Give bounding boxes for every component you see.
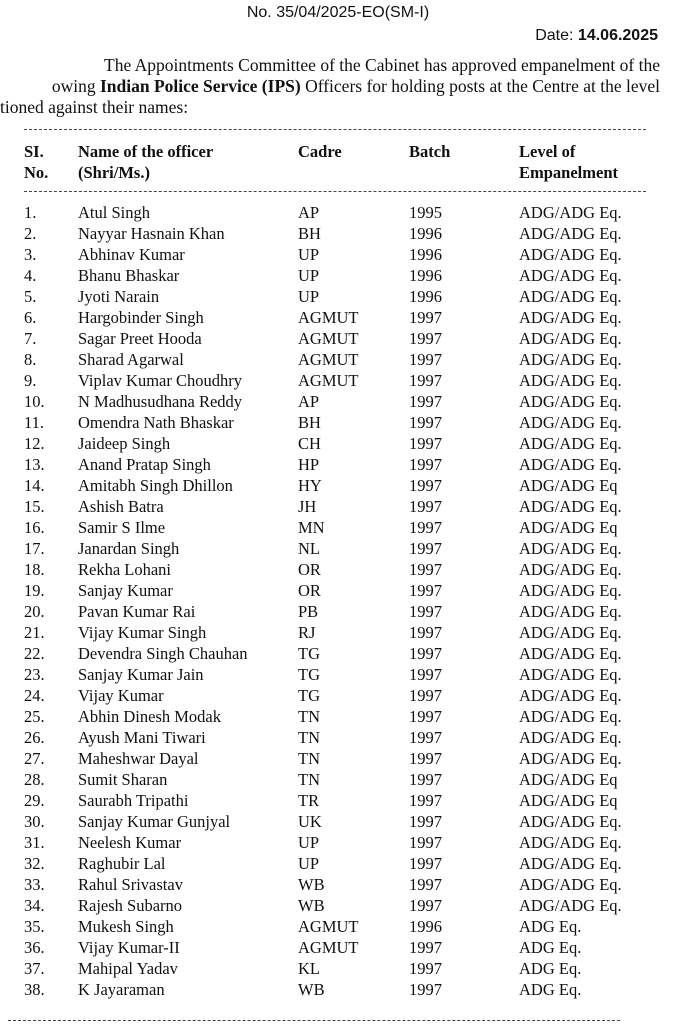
cell-sl: 20.	[24, 602, 45, 621]
cell-sl: 5.	[24, 287, 37, 306]
cell-cadre: TN	[298, 770, 320, 789]
cell-sl: 19.	[24, 581, 45, 600]
cell-cadre: AGMUT	[298, 329, 359, 348]
cell-name: Sanjay Kumar Gunjyal	[78, 812, 231, 831]
cell-name: Maheshwar Dayal	[78, 749, 199, 768]
cell-name: Neelesh Kumar	[78, 833, 182, 852]
cell-level: ADG/ADG Eq.	[519, 560, 622, 579]
cell-sl: 28.	[24, 770, 45, 789]
cell-level: ADG/ADG Eq.	[519, 287, 622, 306]
cell-level: ADG/ADG Eq.	[519, 371, 622, 390]
cell-sl: 31.	[24, 833, 45, 852]
cell-cadre: OR	[298, 560, 321, 579]
cell-level: ADG/ADG Eq	[519, 770, 618, 789]
cell-name: Viplav Kumar Choudhry	[78, 371, 242, 390]
table-row	[0, 622, 676, 643]
cell-batch: 1997	[409, 791, 442, 810]
cell-batch: 1997	[409, 539, 442, 558]
cell-name: Jyoti Narain	[78, 287, 160, 306]
cell-batch: 1997	[409, 497, 442, 516]
cell-name: Sanjay Kumar Jain	[78, 665, 204, 684]
cell-cadre: UP	[298, 266, 320, 285]
table-row	[0, 958, 676, 979]
intro-line-2	[0, 76, 660, 97]
cell-sl: 33.	[24, 875, 45, 894]
cell-batch: 1997	[409, 413, 442, 432]
cell-level: ADG/ADG Eq.	[519, 896, 622, 915]
cell-cadre: NL	[298, 539, 320, 558]
cell-sl: 26.	[24, 728, 45, 747]
cell-sl: 35.	[24, 917, 45, 936]
intro-paragraph	[0, 55, 660, 118]
table-row	[0, 475, 676, 496]
table-row	[0, 769, 676, 790]
table-top-divider	[24, 129, 646, 130]
cell-sl: 6.	[24, 308, 37, 327]
table-row	[0, 853, 676, 874]
cell-level: ADG/ADG Eq.	[519, 581, 622, 600]
cell-sl: 9.	[24, 371, 37, 390]
cell-level: ADG Eq.	[519, 959, 582, 978]
cell-batch: 1997	[409, 938, 442, 957]
table-row	[0, 307, 676, 328]
cell-name: Mukesh Singh	[78, 917, 174, 936]
cell-batch: 1997	[409, 581, 442, 600]
cell-cadre: TN	[298, 707, 320, 726]
cell-level: ADG/ADG Eq.	[519, 602, 622, 621]
cell-batch: 1995	[409, 203, 442, 222]
table-row	[0, 370, 676, 391]
cell-level: ADG/ADG Eq.	[519, 413, 622, 432]
cell-cadre: PB	[298, 602, 319, 621]
cell-sl: 3.	[24, 245, 37, 264]
cell-batch: 1997	[409, 644, 442, 663]
cell-cadre: MN	[298, 518, 325, 537]
cell-batch: 1997	[409, 665, 442, 684]
cell-level: ADG/ADG Eq.	[519, 812, 622, 831]
intro-line-2-bold: Indian Police Service (IPS)	[99, 76, 301, 96]
cell-batch: 1996	[409, 245, 442, 264]
cell-cadre: KL	[298, 959, 320, 978]
cell-sl: 34.	[24, 896, 45, 915]
cell-level: ADG/ADG Eq.	[519, 623, 622, 642]
header-sl-line1: SI.	[24, 142, 44, 161]
cell-cadre: TG	[298, 665, 320, 684]
cell-batch: 1997	[409, 434, 442, 453]
cell-sl: 38.	[24, 980, 45, 999]
cell-cadre: JH	[298, 497, 317, 516]
cell-cadre: BH	[298, 413, 321, 432]
cell-sl: 29.	[24, 791, 45, 810]
cell-name: Samir S Ilme	[78, 518, 166, 537]
header-batch: Batch	[409, 142, 451, 161]
table-row	[0, 412, 676, 433]
cell-batch: 1997	[409, 854, 442, 873]
cell-name: Rekha Lohani	[78, 560, 172, 579]
cell-level: ADG/ADG Eq.	[519, 497, 622, 516]
cell-cadre: AGMUT	[298, 938, 359, 957]
table-row	[0, 244, 676, 265]
cell-level: ADG/ADG Eq.	[519, 308, 622, 327]
table-row	[0, 979, 676, 1000]
cell-batch: 1996	[409, 266, 442, 285]
cell-sl: 2.	[24, 224, 37, 243]
cell-cadre: OR	[298, 581, 321, 600]
table-row	[0, 748, 676, 769]
intro-line-2-post: Officers for holding posts at the Centre at the level	[300, 76, 660, 96]
cell-level: ADG/ADG Eq.	[519, 833, 622, 852]
header-name-line1: Name of the officer	[78, 142, 214, 161]
cell-batch: 1997	[409, 749, 442, 768]
cell-name: Atul Singh	[78, 203, 150, 222]
cell-sl: 22.	[24, 644, 45, 663]
cell-level: ADG/ADG Eq.	[519, 203, 622, 222]
table-row	[0, 433, 676, 454]
table-row	[0, 223, 676, 244]
cell-sl: 37.	[24, 959, 45, 978]
cell-level: ADG/ADG Eq	[519, 476, 618, 495]
cell-name: Ayush Mani Tiwari	[78, 728, 206, 747]
cell-batch: 1997	[409, 980, 442, 999]
header-sl	[24, 141, 48, 183]
cell-cadre: WB	[298, 896, 325, 915]
cell-level: ADG/ADG Eq.	[519, 434, 622, 453]
reference-number: No. 35/04/2025-EO(SM-I)	[246, 4, 430, 21]
cell-cadre: HP	[298, 455, 320, 474]
cell-name: Sanjay Kumar	[78, 581, 173, 600]
cell-level: ADG/ADG Eq.	[519, 392, 622, 411]
cell-batch: 1997	[409, 350, 442, 369]
cell-batch: 1997	[409, 959, 442, 978]
cell-sl: 21.	[24, 623, 45, 642]
table-row	[0, 496, 676, 517]
cell-name: Vijay Kumar Singh	[78, 623, 207, 642]
cell-level: ADG Eq.	[519, 980, 582, 999]
cell-cadre: UK	[298, 812, 322, 831]
cell-level: ADG/ADG Eq.	[519, 245, 622, 264]
cell-sl: 25.	[24, 707, 45, 726]
cell-cadre: AGMUT	[298, 371, 359, 390]
table-row	[0, 517, 676, 538]
table-row	[0, 328, 676, 349]
cell-name: Pavan Kumar Rai	[78, 602, 196, 621]
cell-cadre: TN	[298, 749, 320, 768]
cell-name: Sharad Agarwal	[78, 350, 184, 369]
cell-level: ADG/ADG Eq.	[519, 329, 622, 348]
cell-cadre: UP	[298, 287, 320, 306]
cell-sl: 1.	[24, 203, 37, 222]
cell-name: Omendra Nath Bhaskar	[78, 413, 234, 432]
table-body	[0, 202, 676, 1000]
cell-cadre: AGMUT	[298, 917, 359, 936]
cell-batch: 1996	[409, 224, 442, 243]
table-row	[0, 580, 676, 601]
header-name-line2: (Shri/Ms.)	[78, 163, 150, 182]
cell-batch: 1997	[409, 560, 442, 579]
table-row	[0, 832, 676, 853]
cell-level: ADG Eq.	[519, 938, 582, 957]
cell-batch: 1997	[409, 518, 442, 537]
cell-batch: 1997	[409, 812, 442, 831]
cell-sl: 8.	[24, 350, 37, 369]
cell-name: Abhin Dinesh Modak	[78, 707, 221, 726]
cell-sl: 23.	[24, 665, 45, 684]
document-date	[535, 27, 658, 45]
intro-line-3: tioned against their names:	[0, 97, 189, 117]
table-bottom-divider	[8, 1020, 620, 1021]
cell-cadre: TN	[298, 728, 320, 747]
cell-sl: 11.	[24, 413, 45, 432]
table-row	[0, 643, 676, 664]
cell-name: Amitabh Singh Dhillon	[78, 476, 233, 495]
cell-level: ADG/ADG Eq.	[519, 686, 622, 705]
cell-name: Janardan Singh	[78, 539, 180, 558]
cell-cadre: BH	[298, 224, 321, 243]
table-row	[0, 685, 676, 706]
cell-batch: 1996	[409, 287, 442, 306]
cell-level: ADG/ADG Eq.	[519, 350, 622, 369]
cell-level: ADG/ADG Eq	[519, 518, 618, 537]
table-header-divider	[24, 191, 646, 192]
cell-sl: 4.	[24, 266, 37, 285]
cell-level: ADG/ADG Eq.	[519, 749, 622, 768]
cell-sl: 13.	[24, 455, 45, 474]
cell-sl: 32.	[24, 854, 45, 873]
cell-level: ADG/ADG Eq	[519, 791, 618, 810]
cell-level: ADG/ADG Eq.	[519, 665, 622, 684]
cell-sl: 14.	[24, 476, 45, 495]
cell-batch: 1997	[409, 476, 442, 495]
cell-level: ADG/ADG Eq.	[519, 854, 622, 873]
header-name	[78, 141, 213, 183]
cell-cadre: TG	[298, 644, 320, 663]
cell-cadre: UP	[298, 245, 320, 264]
cell-sl: 17.	[24, 539, 45, 558]
cell-name: Nayyar Hasnain Khan	[78, 224, 225, 243]
cell-sl: 12.	[24, 434, 45, 453]
cell-cadre: AGMUT	[298, 350, 359, 369]
header-level	[519, 141, 618, 183]
cell-batch: 1997	[409, 833, 442, 852]
cell-name: Ashish Batra	[78, 497, 164, 516]
table-row	[0, 349, 676, 370]
cell-name: Rajesh Subarno	[78, 896, 183, 915]
cell-sl: 18.	[24, 560, 45, 579]
cell-cadre: WB	[298, 875, 325, 894]
table-row	[0, 664, 676, 685]
cell-cadre: UP	[298, 854, 320, 873]
cell-level: ADG/ADG Eq.	[519, 644, 622, 663]
table-row	[0, 286, 676, 307]
table-row	[0, 706, 676, 727]
cell-name: Raghubir Lal	[78, 854, 166, 873]
cell-name: Bhanu Bhaskar	[78, 266, 180, 285]
cell-sl: 15.	[24, 497, 45, 516]
table-row	[0, 265, 676, 286]
cell-name: Sumit Sharan	[78, 770, 168, 789]
cell-batch: 1997	[409, 623, 442, 642]
cell-name: Anand Pratap Singh	[78, 455, 211, 474]
table-row	[0, 790, 676, 811]
cell-name: Hargobinder Singh	[78, 308, 204, 327]
intro-line-2-pre: owing	[51, 76, 100, 96]
cell-sl: 7.	[24, 329, 37, 348]
cell-level: ADG/ADG Eq.	[519, 266, 622, 285]
cell-cadre: HY	[298, 476, 322, 495]
cell-name: Saurabh Tripathi	[78, 791, 189, 810]
cell-cadre: UP	[298, 833, 320, 852]
cell-level: ADG Eq.	[519, 917, 582, 936]
table-row	[0, 391, 676, 412]
cell-batch: 1996	[409, 917, 442, 936]
cell-level: ADG/ADG Eq.	[519, 875, 622, 894]
table-row	[0, 916, 676, 937]
cell-batch: 1997	[409, 686, 442, 705]
cell-level: ADG/ADG Eq.	[519, 728, 622, 747]
intro-line-1: The Appointments Committee of the Cabinet has approved empanelment of the	[104, 55, 660, 75]
cell-batch: 1997	[409, 707, 442, 726]
table-row	[0, 559, 676, 580]
cell-name: K Jayaraman	[78, 980, 165, 999]
cell-cadre: AP	[298, 203, 320, 222]
cell-sl: 27.	[24, 749, 45, 768]
table-row	[0, 874, 676, 895]
cell-batch: 1997	[409, 308, 442, 327]
table-row	[0, 937, 676, 958]
cell-batch: 1997	[409, 371, 442, 390]
cell-batch: 1997	[409, 602, 442, 621]
cell-sl: 16.	[24, 518, 45, 537]
cell-cadre: AGMUT	[298, 308, 359, 327]
cell-batch: 1997	[409, 728, 442, 747]
table-row	[0, 727, 676, 748]
header-level-line1: Level of	[519, 142, 576, 161]
table-row	[0, 601, 676, 622]
cell-cadre: WB	[298, 980, 325, 999]
cell-batch: 1997	[409, 329, 442, 348]
cell-name: Sagar Preet Hooda	[78, 329, 202, 348]
cell-level: ADG/ADG Eq.	[519, 707, 622, 726]
cell-cadre: RJ	[298, 623, 316, 642]
cell-batch: 1997	[409, 875, 442, 894]
cell-cadre: TR	[298, 791, 320, 810]
table-row	[0, 202, 676, 223]
cell-batch: 1997	[409, 455, 442, 474]
cell-batch: 1997	[409, 770, 442, 789]
cell-cadre: TG	[298, 686, 320, 705]
cell-cadre: AP	[298, 392, 320, 411]
cell-name: Mahipal Yadav	[78, 959, 178, 978]
cell-name: N Madhusudhana Reddy	[78, 392, 243, 411]
table-row	[0, 895, 676, 916]
cell-sl: 30.	[24, 812, 45, 831]
cell-batch: 1997	[409, 392, 442, 411]
table-row	[0, 454, 676, 475]
date-label: Date:	[535, 27, 574, 44]
cell-name: Rahul Srivastav	[78, 875, 183, 894]
cell-sl: 10.	[24, 392, 45, 411]
cell-name: Abhinav Kumar	[78, 245, 185, 264]
date-value: 14.06.2025	[577, 27, 658, 44]
header-level-line2: Empanelment	[519, 163, 618, 182]
cell-name: Devendra Singh Chauhan	[78, 644, 248, 663]
cell-level: ADG/ADG Eq.	[519, 539, 622, 558]
cell-level: ADG/ADG Eq.	[519, 455, 622, 474]
cell-batch: 1997	[409, 896, 442, 915]
cell-sl: 36.	[24, 938, 45, 957]
cell-level: ADG/ADG Eq.	[519, 224, 622, 243]
table-row	[0, 538, 676, 559]
cell-cadre: CH	[298, 434, 321, 453]
cell-sl: 24.	[24, 686, 45, 705]
header-sl-line2: No.	[24, 163, 49, 182]
cell-name: Vijay Kumar-II	[78, 938, 180, 957]
header-cadre: Cadre	[298, 142, 342, 161]
cell-name: Vijay Kumar	[78, 686, 164, 705]
cell-name: Jaideep Singh	[78, 434, 171, 453]
table-row	[0, 811, 676, 832]
